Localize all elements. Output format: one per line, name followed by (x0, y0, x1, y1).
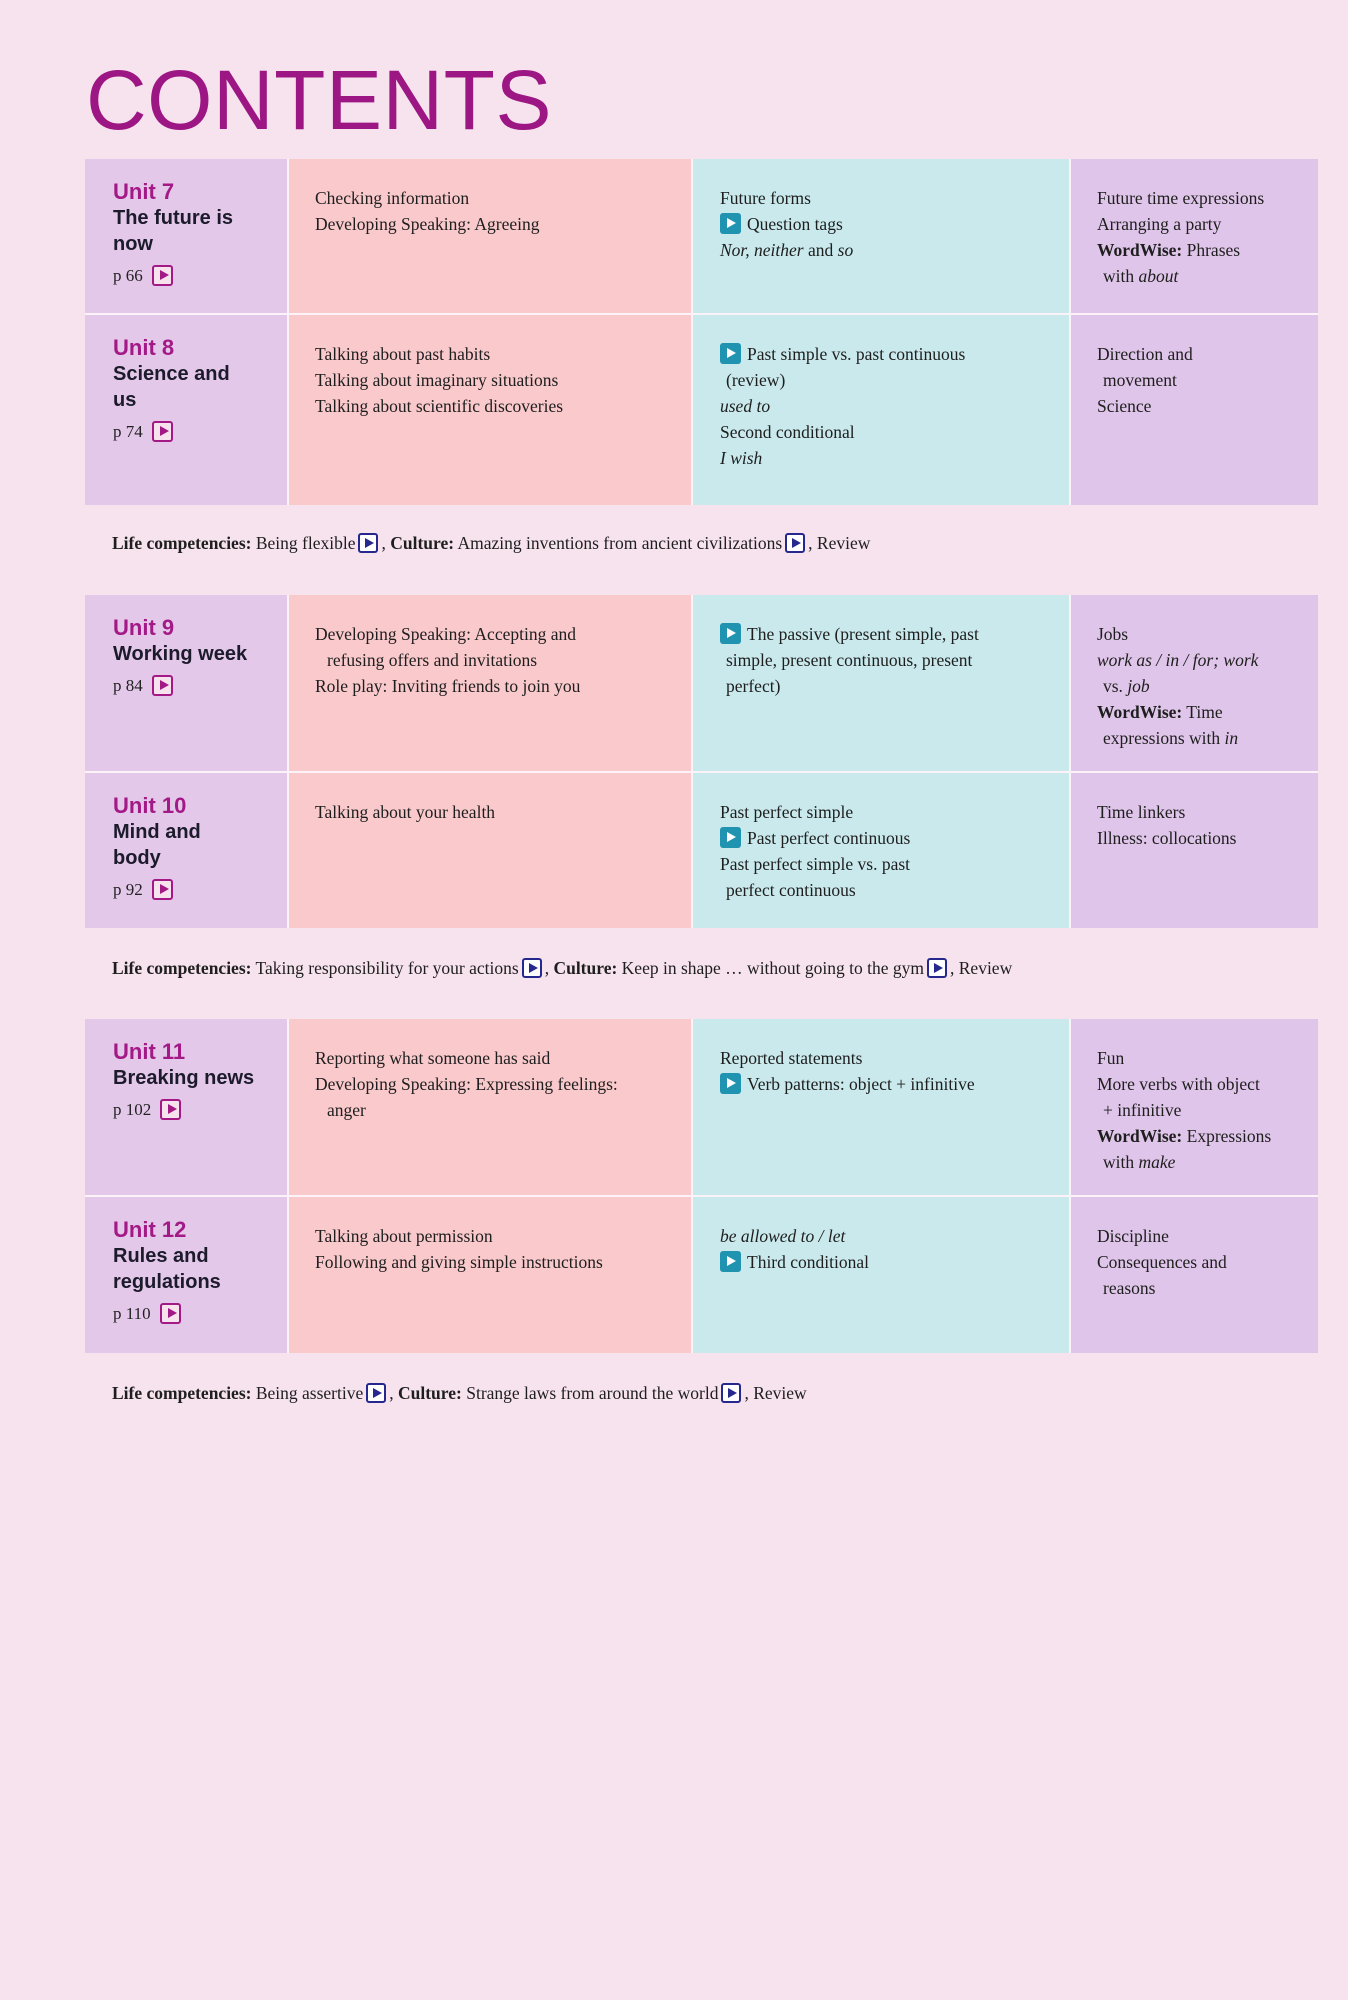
function-item: Talking about permission (315, 1226, 493, 1246)
unit-page-ref (113, 1099, 277, 1120)
video-play-icon[interactable] (160, 1099, 181, 1120)
life-competencies-label: Life competencies: (112, 1383, 252, 1403)
function-item: Following and giving simple instructions (315, 1252, 603, 1272)
function-item: Talking about scientific discoveries (315, 396, 564, 416)
vocabulary-item (1097, 725, 1308, 751)
video-play-icon[interactable] (152, 675, 173, 696)
vocabulary-text: Time (1182, 702, 1223, 722)
review-text: , Review (950, 958, 1013, 978)
grammar-item (720, 367, 1057, 393)
vocabulary-italic: in (1224, 728, 1239, 748)
unit-cell (85, 595, 289, 773)
unit-title: Working week (113, 643, 248, 665)
grammar-video-icon[interactable] (720, 623, 741, 644)
vocabulary-text: Science (1097, 396, 1152, 416)
vocabulary-text: Phrases (1182, 240, 1241, 260)
vocabulary-cell (1071, 159, 1318, 315)
life-competencies-line: Life competencies: Taking responsibility for your actions , Culture: Keep in shape … without going to the gym , Review (112, 958, 1013, 978)
vocabulary-cell (1071, 1197, 1318, 1353)
grammar-item (720, 851, 1057, 877)
functions-cell (289, 159, 693, 315)
video-play-icon[interactable] (152, 879, 173, 900)
grammar-text: I wish (720, 448, 763, 468)
grammar-text: Question tags (747, 214, 843, 234)
life-competencies-text: Being assertive (251, 1383, 364, 1403)
grammar-item (720, 621, 1057, 647)
vocabulary-cell (1071, 315, 1318, 505)
unit-page-ref (113, 421, 277, 442)
life-competencies-label: Life competencies: (112, 533, 252, 553)
grammar-video-icon[interactable] (720, 213, 741, 234)
grammar-cell (693, 159, 1071, 315)
vocabulary-text: Direction and (1097, 344, 1193, 364)
video-play-icon[interactable] (152, 265, 173, 286)
grammar-text: (review) (726, 370, 786, 390)
vocabulary-text: Jobs (1097, 624, 1129, 644)
functions-cell (289, 1197, 693, 1353)
vocabulary-text: Illness: collocations (1097, 828, 1237, 848)
vocabulary-item (1097, 211, 1308, 237)
review-text: , Review (808, 533, 871, 553)
vocabulary-item (1097, 1149, 1308, 1175)
video-play-icon[interactable] (785, 533, 805, 553)
grammar-text: be allowed to / let (720, 1226, 846, 1246)
grammar-item (720, 237, 1057, 263)
vocabulary-text: expressions with (1103, 728, 1225, 748)
grammar-item (720, 185, 1057, 211)
grammar-item (720, 825, 1057, 851)
grammar-text: Verb patterns: object + infinitive (747, 1074, 975, 1094)
grammar-item (720, 393, 1057, 419)
grammar-text: used to (720, 396, 771, 416)
vocabulary-item (1097, 393, 1308, 419)
grammar-item (720, 647, 1057, 673)
vocabulary-item (1097, 1249, 1308, 1275)
unit-title: Science and (113, 363, 230, 385)
page-number: p 66 (113, 265, 143, 285)
culture-label: Culture: (390, 533, 455, 553)
review-text: , Review (744, 1383, 807, 1403)
vocabulary-item (1097, 1097, 1308, 1123)
vocabulary-text: with (1103, 266, 1139, 286)
grammar-item (720, 211, 1057, 237)
grammar-item (720, 1249, 1057, 1275)
unit-number: Unit 12 (113, 1217, 187, 1242)
unit-number: Unit 10 (113, 793, 187, 818)
function-item: Talking about imaginary situations (315, 370, 559, 390)
grammar-item (720, 673, 1057, 699)
grammar-video-icon[interactable] (720, 1251, 741, 1272)
vocabulary-cell (1071, 595, 1318, 773)
unit-title: now (113, 233, 153, 255)
function-item: Talking about past habits (315, 344, 491, 364)
grammar-video-icon[interactable] (720, 827, 741, 848)
vocabulary-italic: job (1127, 676, 1150, 696)
vocabulary-text: with (1103, 1152, 1139, 1172)
unit-title: Mind and (113, 821, 201, 843)
functions-cell (289, 1019, 693, 1197)
vocabulary-text: Expressions (1182, 1126, 1272, 1146)
grammar-text: The passive (present simple, past (747, 624, 979, 644)
unit-block (85, 1019, 1318, 1353)
wordwise-label: WordWise: (1097, 702, 1183, 722)
grammar-text: Reported statements (720, 1048, 863, 1068)
function-item: Reporting what someone has said (315, 1048, 551, 1068)
grammar-cell (693, 1197, 1071, 1353)
unit-number: Unit 11 (113, 1039, 186, 1064)
vocabulary-italic: about (1138, 266, 1179, 286)
unit-cell (85, 1197, 289, 1353)
vocabulary-text: reasons (1103, 1278, 1156, 1298)
grammar-item (720, 445, 1057, 471)
unit-number: Unit 7 (113, 179, 175, 204)
unit-block (85, 595, 1318, 928)
unit-page-ref (113, 1303, 277, 1324)
unit-title: body (113, 847, 161, 869)
grammar-cell (693, 595, 1071, 773)
culture-text: Amazing inventions from ancient civilizations (454, 533, 783, 553)
grammar-text: Past perfect simple vs. past (720, 854, 911, 874)
vocabulary-text: + infinitive (1103, 1100, 1182, 1120)
video-play-icon[interactable] (721, 1383, 741, 1403)
grammar-text: perfect continuous (726, 880, 856, 900)
unit-number: Unit 9 (113, 615, 175, 640)
vocabulary-text: Future time expressions (1097, 188, 1265, 208)
functions-cell (289, 773, 693, 928)
page-number: p 110 (113, 1303, 151, 1323)
page-number: p 84 (113, 675, 143, 695)
wordwise-label: WordWise: (1097, 240, 1183, 260)
vocabulary-text: work as / in / for; work (1097, 650, 1259, 670)
grammar-item (720, 877, 1057, 903)
unit-title: Breaking news (113, 1067, 255, 1089)
function-item: Checking information (315, 188, 470, 208)
life-competencies-text: Taking responsibility for your actions (251, 958, 519, 978)
video-play-icon[interactable] (152, 421, 173, 442)
grammar-text: Nor, neither and so (720, 240, 854, 260)
vocabulary-item (1097, 341, 1308, 367)
grammar-text: Third conditional (747, 1252, 869, 1272)
vocabulary-item (1097, 1223, 1308, 1249)
vocabulary-item (1097, 699, 1308, 725)
grammar-text: simple, present continuous, present (726, 650, 973, 670)
function-item: Talking about your health (315, 802, 496, 822)
vocabulary-item (1097, 799, 1308, 825)
video-play-icon[interactable] (522, 958, 542, 978)
grammar-cell (693, 773, 1071, 928)
vocabulary-item (1097, 825, 1308, 851)
grammar-video-icon[interactable] (720, 343, 741, 364)
vocabulary-item (1097, 185, 1308, 211)
function-item: anger (327, 1100, 366, 1120)
page-title: CONTENTS (86, 53, 552, 147)
vocabulary-text: Discipline (1097, 1226, 1169, 1246)
function-item: Role play: Inviting friends to join you (315, 676, 581, 696)
vocabulary-item (1097, 647, 1308, 673)
grammar-text: Future forms (720, 188, 811, 208)
grammar-item (720, 799, 1057, 825)
vocabulary-item (1097, 1071, 1308, 1097)
vocabulary-text: Consequences and (1097, 1252, 1227, 1272)
unit-cell (85, 1019, 289, 1197)
culture-text: Keep in shape … without going to the gym (617, 958, 924, 978)
vocabulary-text: vs. (1103, 676, 1128, 696)
vocabulary-text: movement (1103, 370, 1177, 390)
vocabulary-italic: make (1138, 1152, 1176, 1172)
vocabulary-text: Fun (1097, 1048, 1125, 1068)
unit-number: Unit 8 (113, 335, 175, 360)
vocabulary-item (1097, 237, 1308, 263)
unit-cell (85, 773, 289, 928)
vocabulary-item (1097, 621, 1308, 647)
function-item: Developing Speaking: Agreeing (315, 214, 540, 234)
unit-title: regulations (113, 1271, 221, 1293)
vocabulary-cell (1071, 773, 1318, 928)
grammar-item (720, 341, 1057, 367)
function-item: Developing Speaking: Expressing feelings: (315, 1074, 618, 1094)
video-play-icon[interactable] (927, 958, 947, 978)
grammar-item (720, 1045, 1057, 1071)
unit-block (85, 159, 1318, 505)
culture-text: Strange laws from around the world (461, 1383, 719, 1403)
video-play-icon[interactable] (366, 1383, 386, 1403)
unit-title: Rules and (113, 1245, 209, 1267)
vocabulary-item (1097, 367, 1308, 393)
grammar-text: Past simple vs. past continuous (747, 344, 966, 364)
unit-title: us (113, 389, 137, 411)
grammar-video-icon[interactable] (720, 1073, 741, 1094)
function-item: Developing Speaking: Accepting and (315, 624, 576, 644)
grammar-item (720, 1223, 1057, 1249)
unit-title: The future is (113, 207, 234, 229)
unit-page-ref (113, 675, 277, 696)
functions-cell (289, 595, 693, 773)
functions-cell (289, 315, 693, 505)
vocabulary-item (1097, 1045, 1308, 1071)
vocabulary-cell (1071, 1019, 1318, 1197)
culture-label: Culture: (398, 1383, 462, 1403)
culture-label: Culture: (553, 958, 618, 978)
grammar-cell (693, 1019, 1071, 1197)
grammar-text: perfect) (726, 676, 781, 696)
vocabulary-item (1097, 1275, 1308, 1301)
grammar-text: Second conditional (720, 422, 855, 442)
life-competencies-line: Life competencies: Being flexible , Culture: Amazing inventions from ancient civilizations , Review (112, 533, 871, 553)
video-play-icon[interactable] (160, 1303, 181, 1324)
grammar-item (720, 419, 1057, 445)
life-competencies-text: Being flexible (251, 533, 356, 553)
vocabulary-text: More verbs with object (1097, 1074, 1260, 1094)
unit-cell (85, 315, 289, 505)
grammar-item (720, 1071, 1057, 1097)
life-competencies-line: Life competencies: Being assertive , Culture: Strange laws from around the world , Review (112, 1383, 807, 1403)
vocabulary-item (1097, 1123, 1308, 1149)
vocabulary-text: Time linkers (1097, 802, 1186, 822)
unit-cell (85, 159, 289, 315)
unit-page-ref (113, 265, 277, 286)
wordwise-label: WordWise: (1097, 1126, 1183, 1146)
vocabulary-text: Arranging a party (1097, 214, 1222, 234)
video-play-icon[interactable] (358, 533, 378, 553)
grammar-cell (693, 315, 1071, 505)
vocabulary-item (1097, 673, 1308, 699)
page-number: p 92 (113, 879, 143, 899)
unit-page-ref (113, 879, 277, 900)
grammar-text: Past perfect continuous (747, 828, 911, 848)
page-number: p 102 (113, 1099, 152, 1119)
grammar-text: Past perfect simple (720, 802, 854, 822)
life-competencies-label: Life competencies: (112, 958, 252, 978)
page-number: p 74 (113, 421, 143, 441)
function-item: refusing offers and invitations (327, 650, 538, 670)
vocabulary-item (1097, 263, 1308, 289)
